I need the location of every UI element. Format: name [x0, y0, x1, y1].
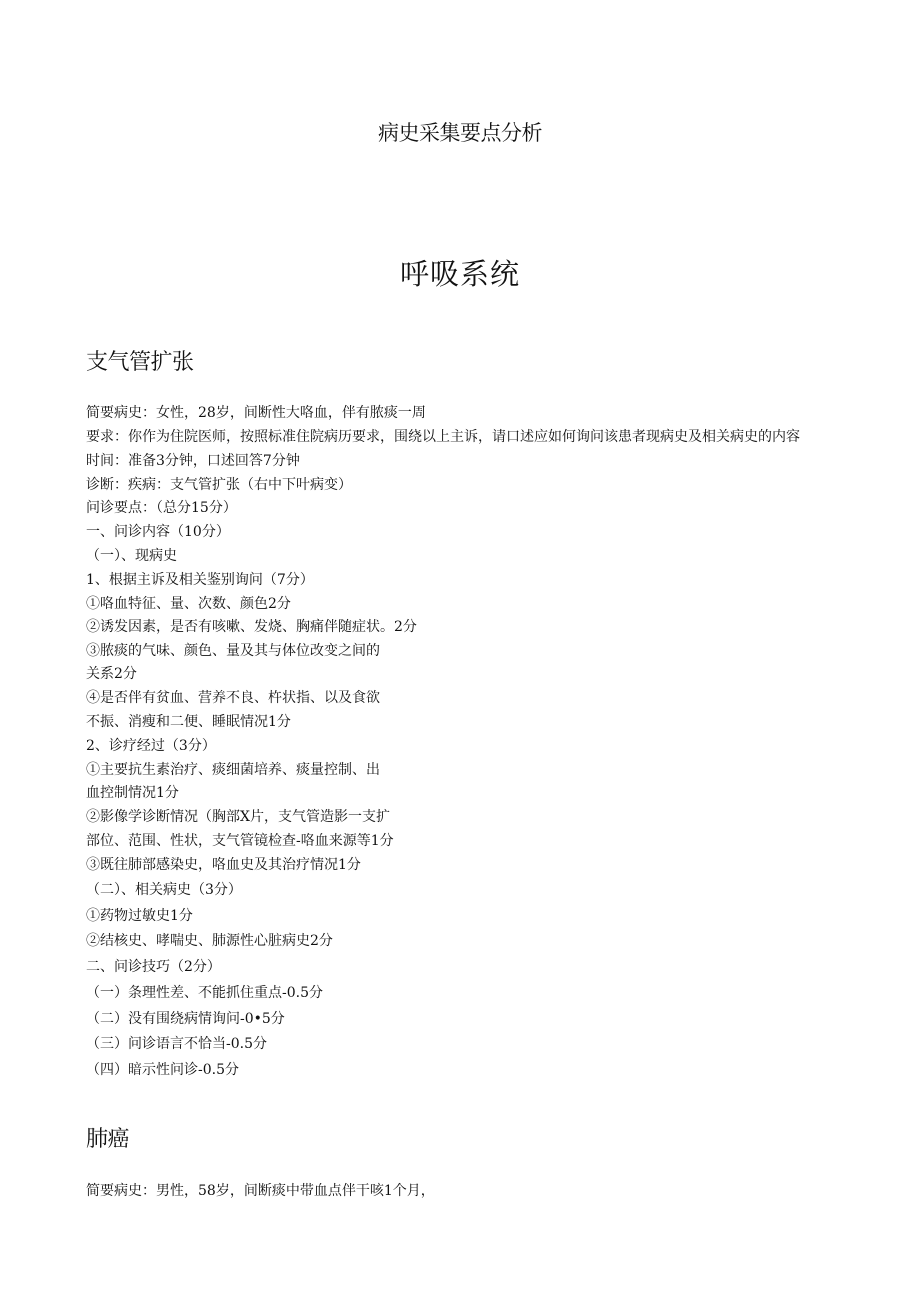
list-item: ②诱发因素，是否有咳嗽、发烧、胸痛伴随症状。2分: [86, 619, 417, 635]
list-item: ④是否伴有贫血、营养不良、杵状指、以及食欲: [86, 690, 380, 706]
list-item: ①主要抗生素治疗、痰细菌培养、痰量控制、出: [86, 762, 380, 778]
list-item: ③脓痰的气味、颜色、量及其与体位改变之间的: [86, 643, 380, 659]
list-item: ②影像学诊断情况（胸部X片，支气管造影一支扩: [86, 809, 390, 825]
list-item: （三）问诊语言不恰当-0.5分: [86, 1036, 267, 1052]
present-history-heading: （一）、现病史: [86, 548, 177, 564]
key-points-line: 问诊要点：（总分15分）: [86, 500, 237, 516]
related-history-heading: （二）、相关病史（3分）: [86, 882, 242, 898]
section-title: 呼吸系统: [399, 257, 520, 291]
list-item: ③既往肺部感染史，咯血史及其治疗情况1分: [86, 857, 361, 873]
list-item: （四）暗示性问诊-0.5分: [86, 1062, 239, 1078]
diagnosis-line: 诊断：疾病：支气管扩张（右中下叶病变）: [86, 477, 352, 493]
list-item: （一）条理性差、不能抓住重点-0.5分: [86, 985, 323, 1001]
list-item: 关系2分: [86, 666, 137, 682]
list-item: 1、根据主诉及相关鉴别询问（7分）: [86, 572, 314, 588]
disease-title-lung-cancer: 肺癌: [86, 1127, 130, 1152]
list-item: （二）没有围绕病情询问-0•5分: [86, 1011, 285, 1027]
document-title: 病史采集要点分析: [378, 121, 542, 145]
list-item: 部位、范围、性状，支气管镜检查-咯血来源等1分: [86, 833, 394, 849]
disease-title-bronchiectasis: 支气管扩张: [86, 350, 194, 375]
content-heading: 一、问诊内容（10分）: [86, 524, 230, 540]
list-item: 不振、消瘦和二便、睡眠情况1分: [86, 714, 291, 730]
requirement-line: 要求：你作为住院医师，按照标准住院病历要求，围绕以上主诉，请口述应如何询问该患者现病史及相关病史的内容: [86, 429, 800, 445]
list-item: ①咯血特征、量、次数、颜色2分: [86, 596, 291, 612]
time-line: 时间：准备3分钟，口述回答7分钟: [86, 453, 300, 469]
list-item: 血控制情况1分: [86, 785, 179, 801]
brief-history-line: 简要病史：女性，28岁，间断性大咯血，伴有脓痰一周: [86, 405, 426, 421]
brief-history-line: 简要病史：男性，58岁，间断痰中带血点伴干咳1个月，: [86, 1183, 435, 1199]
list-item: ①药物过敏史1分: [86, 908, 193, 924]
list-item: ②结核史、哮喘史、肺源性心脏病史2分: [86, 933, 333, 949]
list-item: 2、诊疗经过（3分）: [86, 738, 216, 754]
technique-heading: 二、问诊技巧（2分）: [86, 959, 221, 975]
